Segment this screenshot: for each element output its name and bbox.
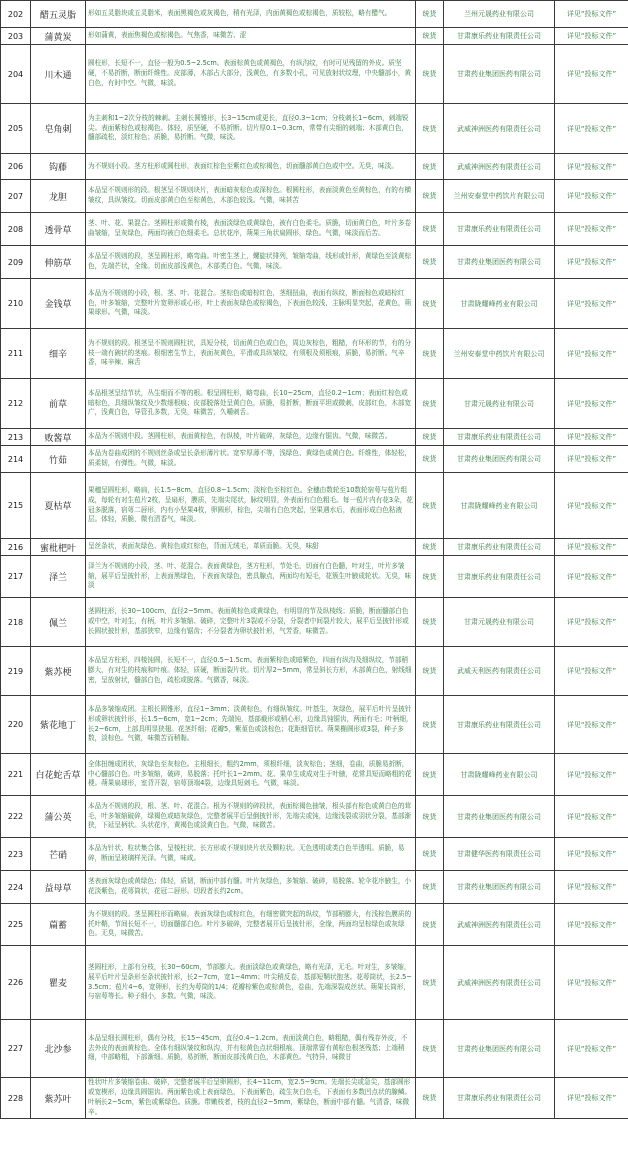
- herb-description: 为不规则的段。根茎呈不规则圆柱状，具短分枝，切面黄白色或白色，周边灰棕色，粗糙，有环形的节，有的分枝一端有碗状的茎痕。根细密生节上，表面灰黄色，平滑或具纵皱纹，有须根及须根痕，质脆，易折断。气辛香，味辛辣、麻舌: [86, 329, 416, 379]
- bid-note: 详见“投标文件”: [555, 1020, 628, 1078]
- supplier-company: 甘肃陇耀峰药业有限公司: [444, 279, 555, 329]
- herb-name: 蒲黄炭: [31, 28, 86, 45]
- herb-description: 本品呈细长圆柱形，偶有分枝，长15~45cm，直径0.4~1.2cm。表面淡黄白色，略粗糙，偶有残存外皮，不去外皮的表面黄棕色。全体有细纵皱纹和纵沟，并有棕黄色点状细根痕。顶端常留有黄棕色根茎残基；上端稍细，中部略粗，下部渐细。质脆，易折断，断面皮部浅黄白色，木部黄色。气特异，味微甘: [86, 1020, 416, 1078]
- bid-note: 详见“投标文件”: [555, 379, 628, 429]
- table-row: [1, 279, 628, 329]
- row-number: 215: [1, 473, 31, 539]
- table-row: [1, 946, 628, 1020]
- table-row: [1, 556, 628, 598]
- herb-description: 本品呈方柱形，四棱钝圆，长短不一，直径0.5~1.5cm。表面紫棕色或暗紫色，四面有纵沟及细纵纹，节部稍膨大，有对生的枝痕和叶痕。体轻，质硬，断面裂片状。切片厚2~5mm，常呈斜长方形，木部黄白色，射线细密，呈放射状，髓部白色，疏松或脱落。气微香，味淡。: [86, 647, 416, 696]
- supplier-company: 甘肃健华医药有限责任公司: [444, 838, 555, 871]
- herb-description: 本品为卷曲成团的不规则丝条或呈长条形薄片状。宽窄厚薄不等，浅绿色、黄绿色或黄白色。纤维性，体轻松，质柔韧，有弹性。气微，味淡。: [86, 446, 416, 473]
- supplier-company: 甘肃药业集团医药有限公司: [444, 796, 555, 838]
- supplier-company: 甘肃元晟药业有限公司: [444, 598, 555, 647]
- table-row: [1, 45, 628, 104]
- supply-mode: 统货: [416, 946, 444, 1020]
- herb-name: 川木通: [31, 45, 86, 104]
- bid-note: 详见“投标文件”: [555, 904, 628, 946]
- bid-note: 详见“投标文件”: [555, 45, 628, 104]
- herb-name: 泽兰: [31, 556, 86, 598]
- row-number: 204: [1, 45, 31, 104]
- row-number: 221: [1, 754, 31, 796]
- herb-name: 透骨草: [31, 213, 86, 246]
- row-number: 202: [1, 1, 31, 28]
- supply-mode: 统货: [416, 1078, 444, 1119]
- supply-mode: 统货: [416, 871, 444, 904]
- bid-note: 详见“投标文件”: [555, 1, 628, 28]
- row-number: 206: [1, 154, 31, 180]
- supplier-company: 甘肃康乐药业有限责任公司: [444, 429, 555, 446]
- table-row: [1, 28, 628, 45]
- row-number: 211: [1, 329, 31, 379]
- row-number: 210: [1, 279, 31, 329]
- row-number: 205: [1, 104, 31, 154]
- supplier-company: 武威天利医药有限责任公司: [444, 647, 555, 696]
- row-number: 216: [1, 539, 31, 556]
- supplier-company: 甘肃康乐药业有限责任公司: [444, 556, 555, 598]
- table-row: [1, 379, 628, 429]
- table-row: [1, 754, 628, 796]
- row-number: 226: [1, 946, 31, 1020]
- bid-note: 详见“投标文件”: [555, 180, 628, 213]
- supply-mode: 统货: [416, 446, 444, 473]
- supply-mode: 统货: [416, 246, 444, 279]
- herb-description: 本品呈不规则的段，茎呈圆柱形，略弯曲。叶密生茎上，螺旋状排列，皱缩弯曲，线形或针形，黄绿色至淡黄棕色，先端芒状，全缘。切面皮部浅黄色，木部类白色。气微，味淡。: [86, 246, 416, 279]
- supplier-company: 甘肃康乐药业有限责任公司: [444, 539, 555, 556]
- herb-description: 本品呈不规则形的段。根茎呈不规则块片，表面暗灰棕色或深棕色。根圆柱形，表面淡黄色至黄棕色，有的有横皱纹，具纵皱纹。切面皮部黄白色至棕黄色，木部色较浅。气微，味甚苦: [86, 180, 416, 213]
- row-number: 212: [1, 379, 31, 429]
- bid-note: 详见“投标文件”: [555, 154, 628, 180]
- herb-description: 本品为不规则中段。茎圆柱形，表面黄棕色，有纵棱，叶片破碎，灰绿色，边缘有锯齿。气微，味微苦。: [86, 429, 416, 446]
- supplier-company: 甘肃元晟药业有限公司: [444, 379, 555, 429]
- bid-note: 详见“投标文件”: [555, 871, 628, 904]
- bid-note: 详见“投标文件”: [555, 213, 628, 246]
- supply-mode: 统货: [416, 904, 444, 946]
- table-row: [1, 329, 628, 379]
- supplier-company: 甘肃康乐药业有限责任公司: [444, 213, 555, 246]
- row-number: 213: [1, 429, 31, 446]
- bid-note: 详见“投标文件”: [555, 539, 628, 556]
- supplier-company: 甘肃康乐药业有限责任公司: [444, 28, 555, 45]
- herb-name: 前草: [31, 379, 86, 429]
- bid-note: 详见“投标文件”: [555, 598, 628, 647]
- table-body: [1, 1, 628, 1119]
- table-row: [1, 213, 628, 246]
- table-row: [1, 647, 628, 696]
- herb-description: 形如五灵脂块或五灵脂米，表面黑褐色或灰褐色，稍有光泽，内面黄褐色或棕褐色，质较松，略有醋气。: [86, 1, 416, 28]
- bid-note: 详见“投标文件”: [555, 838, 628, 871]
- herb-name: 竹茹: [31, 446, 86, 473]
- table-row: [1, 904, 628, 946]
- row-number: 208: [1, 213, 31, 246]
- bid-note: 详见“投标文件”: [555, 796, 628, 838]
- supply-mode: 统货: [416, 28, 444, 45]
- supplier-company: 甘肃药业集团医药有限公司: [444, 246, 555, 279]
- herb-name: 蒲公英: [31, 796, 86, 838]
- supply-mode: 统货: [416, 213, 444, 246]
- table-row: [1, 539, 628, 556]
- row-number: 207: [1, 180, 31, 213]
- supplier-company: 武威神洲医药有限责任公司: [444, 904, 555, 946]
- bid-note: 详见“投标文件”: [555, 429, 628, 446]
- supplier-company: 甘肃康乐药业有限责任公司: [444, 696, 555, 754]
- herb-name: 细辛: [31, 329, 86, 379]
- row-number: 227: [1, 1020, 31, 1078]
- herb-name: 萹蓄: [31, 904, 86, 946]
- supplier-company: 甘肃药业集团医药有限公司: [444, 871, 555, 904]
- bid-note: 详见“投标文件”: [555, 473, 628, 539]
- supply-mode: 统货: [416, 154, 444, 180]
- herb-description: 为主刺和1~2次分枝的棘刺。主刺长圆锥形，长3~15cm或更长，直径0.3~1cm；分枝刺长1~6cm，刺端锐尖。表面紫棕色或棕褐色。体轻，质坚硬，不易折断。切片厚0.1~0.3cm，常带有尖细的刺端；木部黄白色，髓部疏松，淡红棕色；质脆，易折断。气微，味淡。: [86, 104, 416, 154]
- supplier-company: 甘肃陇耀峰药业有限公司: [444, 473, 555, 539]
- row-number: 224: [1, 871, 31, 904]
- herb-name: 益母草: [31, 871, 86, 904]
- table-row: [1, 154, 628, 180]
- herb-description: 泽兰为不规则的小段，茎、叶、花混合。表面黄绿色，茎方柱形，节处毛，切面有白色髓，叶对生，叶片多皱缩，展平后呈披针形，上表面黑绿色，下表面灰绿色，密具腺点，两面均有短毛，花簇生叶腋成轮状。无臭，味淡: [86, 556, 416, 598]
- bid-note: 详见“投标文件”: [555, 946, 628, 1020]
- table-row: [1, 1078, 628, 1119]
- herb-description: 性状叶片多皱缩卷曲、破碎，完整者展平后呈卵圆形，长4~11cm，宽2.5~9cm。先端长尖或急尖，基部圆形或宽楔形，边缘具圆锯齿。两面紫色或上表面绿色，下表面紫色，疏生灰白色毛，下表面有多数凹点状的腺鳞。叶柄长2~5cm，紫色或紫绿色。质脆。带嫩枝者，枝的直径2~5mm，紫绿色，断面中部有髓。气清香，味微辛。: [86, 1078, 416, 1119]
- herb-name: 北沙参: [31, 1020, 86, 1078]
- herb-description: 茎圆柱形，上部有分枝，长30~60cm，节部膨大。表面淡绿色或黄绿色，略有光泽，无毛。叶对生，多皱缩，展平后叶片呈条形至条状披针形，长2~7cm，宽1~4mm；叶尖稍反卷，基部短鞘状抱茎。花萼筒状，长2.5~3.5cm；苞片4~6，宽卵形，长约为萼筒的1/4；花瓣棕紫色或棕黄色，卷曲，先端深裂成丝状。蒴果长筒形，与宿萼等长。种子细小，多数。气微，味淡。: [86, 946, 416, 1020]
- supply-mode: 统货: [416, 556, 444, 598]
- supply-mode: 统货: [416, 429, 444, 446]
- row-number: 225: [1, 904, 31, 946]
- table-row: [1, 696, 628, 754]
- herb-name: 紫苏梗: [31, 647, 86, 696]
- bid-note: 详见“投标文件”: [555, 329, 628, 379]
- herb-name: 皂角刺: [31, 104, 86, 154]
- herb-description: 本品根茎呈结节状，丛生细而不等的根。根呈圆柱形，略弯曲，长10~25cm，直径0.2~1cm；表面红棕色或暗棕色，具细纵皱纹及少数细根痕；皮部脱落处呈黄白色，质脆，易折断，断面平坦或微刺，皮部红色，木部宽广，浅黄白色，导管孔多数，无臭，味微苦，久嚼刺舌。: [86, 379, 416, 429]
- table-row: [1, 1020, 628, 1078]
- herb-description: 形如蒲黄，表面焦褐色或棕褐色。气焦香，味微苦、涩: [86, 28, 416, 45]
- row-number: 220: [1, 696, 31, 754]
- table-row: [1, 871, 628, 904]
- herb-name: 蜜枇杷叶: [31, 539, 86, 556]
- supplier-company: 武威神洲医药有限责任公司: [444, 154, 555, 180]
- row-number: 209: [1, 246, 31, 279]
- table-row: [1, 429, 628, 446]
- herb-name: 醋五灵脂: [31, 1, 86, 28]
- bid-note: 详见“投标文件”: [555, 754, 628, 796]
- row-number: 223: [1, 838, 31, 871]
- supply-mode: 统货: [416, 796, 444, 838]
- supply-mode: 统货: [416, 279, 444, 329]
- herb-description: 茎表面灰绿色或黄绿色；体轻，质韧，断面中部有髓。叶片灰绿色，多皱缩、破碎，易脱落。轮伞花序腋生，小花淡紫色，花萼筒状，花冠二唇形。切段者长约2cm。: [86, 871, 416, 904]
- supplier-company: 兰州元晟药业有限公司: [444, 1, 555, 28]
- table-row: [1, 473, 628, 539]
- supply-mode: 统货: [416, 838, 444, 871]
- supplier-company: 甘肃药业集团医药有限公司: [444, 1020, 555, 1078]
- herb-description: 本品多皱缩成团。主根长圆锥形，直径1~3mm；淡黄棕色，有细纵皱纹。叶基生，灰绿色，展平后叶片呈披针形或卵状披针形，长1.5~6cm，宽1~2cm；先端钝，基部截形或稍心形，边缘具钝锯齿，两面有毛；叶柄细，长2~6cm，上部具明显狭翅。花茎纤细；花瓣5，紫堇色或淡棕色；花距细管状。蒴果椭圆形或3裂，种子多数，淡棕色。气微，味微苦而稍黏。: [86, 696, 416, 754]
- supplier-company: 武威神洲医药有限责任公司: [444, 104, 555, 154]
- herb-description: 本品为针状、粒状集合体，呈棱柱状、长方形或不规则块片状及颗粒状。无色透明或类白色半透明。质脆，易碎，断面呈玻璃样光泽。气微，味咸。: [86, 838, 416, 871]
- row-number: 218: [1, 598, 31, 647]
- table-row: [1, 104, 628, 154]
- row-number: 228: [1, 1078, 31, 1119]
- herb-name: 败酱草: [31, 429, 86, 446]
- bid-note: 详见“投标文件”: [555, 1078, 628, 1119]
- herb-description: 本品为不规则的小段，根、茎、叶、花混合。茎棕色或暗棕红色，茎细扭曲，表面有纵纹，断面棕色或暗棕红色，叶多皱缩，完整叶片宽卵形或心形，叶上表面灰绿色或棕褐色，下表面色较浅，主脉明显突起，花黄色，蒴果球形。气微，味淡。: [86, 279, 416, 329]
- herb-name: 芒硝: [31, 838, 86, 871]
- supply-mode: 统货: [416, 180, 444, 213]
- herb-description: 果穗呈圆柱形，略扁，长1.5~8cm，直径0.8~1.5cm；淡棕色至棕红色。全穗由数轮至10数轮宿萼与苞片组成，每轮有对生苞片2枚，呈扇形，膜质，先端尖尾状，脉纹明显，外表面有白色粗毛。每一苞片内有花3朵，花冠多脱落，宿萼二唇形，内有小坚果4枚，卵圆形，棕色，尖端有白色突起，坚果遇水后，表面形成白色粘液层。体轻，质脆，微有清香气，味淡。: [86, 473, 416, 539]
- bid-note: 详见“投标文件”: [555, 556, 628, 598]
- supply-mode: 统货: [416, 647, 444, 696]
- supplier-company: 兰州安泰堂中药饮片有限公司: [444, 180, 555, 213]
- herb-description: 茎、叶、花、果混合。茎圆柱形或微有棱，表面淡绿色或黄绿色，被有白色柔毛。质脆，切面黄白色，叶片多卷曲皱缩，呈灰绿色，两面均被白色细柔毛。总状花序，蒴果三角状扁圆形，绿色。气微，味淡而后苦。: [86, 213, 416, 246]
- supply-mode: 统货: [416, 598, 444, 647]
- herb-name: 金钱草: [31, 279, 86, 329]
- row-number: 203: [1, 28, 31, 45]
- supply-mode: 统货: [416, 1020, 444, 1078]
- table-row: [1, 1, 628, 28]
- table-row: [1, 598, 628, 647]
- supply-mode: 统货: [416, 696, 444, 754]
- herb-description: 圆柱形，长短不一，直径一般为0.5~2.5cm。表面棕黄色或黄褐色，有纵沟纹，有时可见残留的外皮。质坚硬，不易折断，断面纤维性。皮部薄，木部占大部分，浅黄色，有多数小孔，可见放射状纹理，中央髓部小，黄白色，有时中空。气微，味淡。: [86, 45, 416, 104]
- row-number: 219: [1, 647, 31, 696]
- bid-note: 详见“投标文件”: [555, 28, 628, 45]
- bid-note: 详见“投标文件”: [555, 696, 628, 754]
- herb-name: 龙胆: [31, 180, 86, 213]
- row-number: 217: [1, 556, 31, 598]
- herb-description: 呈丝条状，表面灰绿色、黄棕色或红棕色，背面无绒毛，革质而脆。无臭，味甜: [86, 539, 416, 556]
- herb-description: 为不规则的段。茎呈圆柱形而略扁，表面灰绿色或棕红色，有细密微突起的纵纹，节部稍膨大，有浅棕色膜质的托叶鞘，节间长短不一，切面髓部白色。叶片多破碎，完整者展开后呈披针形，全缘，两面均呈棕绿色或灰绿色。无臭，味微苦。: [86, 904, 416, 946]
- herb-name: 佩兰: [31, 598, 86, 647]
- herb-name: 白花蛇舌草: [31, 754, 86, 796]
- herb-description: 为不规则小段。茎方柱形或圆柱形，表面红棕色至紫红色或棕褐色，切面髓部黄白色或中空。无臭，味淡。: [86, 154, 416, 180]
- supplier-company: 甘肃药业集团医药有限公司: [444, 45, 555, 104]
- supplier-company: 甘肃陇耀峰药业有限公司: [444, 754, 555, 796]
- bid-note: 详见“投标文件”: [555, 104, 628, 154]
- supplier-company: 甘肃药业集团医药有限公司: [444, 446, 555, 473]
- herb-name: 紫苏叶: [31, 1078, 86, 1119]
- table-row: [1, 796, 628, 838]
- bid-note: 详见“投标文件”: [555, 647, 628, 696]
- supply-mode: 统货: [416, 329, 444, 379]
- herb-name: 瞿麦: [31, 946, 86, 1020]
- herb-description: 本品为不规则的段，根、茎、叶、花混合。根为不规则的碎段状，表面棕褐色抽皱，根头部有棕色或黄白色的茸毛，叶多皱缩破碎，绿褐色或暗灰绿色，完整者展平后呈倒披针形，先端尖或钝，边缘浅裂或羽状分裂，基部渐狭，下延呈柄状。头状花序，黄褐色或淡黄白色。气微，味微苦。: [86, 796, 416, 838]
- supply-mode: 统货: [416, 539, 444, 556]
- supplier-company: 甘肃康乐药业有限责任公司: [444, 1078, 555, 1119]
- supplier-company: 武威神洲医药有限责任公司: [444, 946, 555, 1020]
- bid-note: 详见“投标文件”: [555, 246, 628, 279]
- row-number: 222: [1, 796, 31, 838]
- bid-note: 详见“投标文件”: [555, 279, 628, 329]
- table-row: [1, 180, 628, 213]
- herb-name: 夏枯草: [31, 473, 86, 539]
- table-row: [1, 246, 628, 279]
- supply-mode: 统货: [416, 473, 444, 539]
- supplier-company: 兰州安泰堂中药饮片有限公司: [444, 329, 555, 379]
- supply-mode: 统货: [416, 379, 444, 429]
- table-row: [1, 838, 628, 871]
- herb-name: 钩藤: [31, 154, 86, 180]
- herb-description: 全体扭缠成团状，灰绿色至灰棕色。主根细长，粗约2mm，须根纤细，淡灰棕色；茎细，卷曲，质脆易折断，中心髓部白色。叶多皱缩，破碎，易脱落；托叶长1~2mm。花、果单生或成对生于叶腋，花常具短而略粗的花梗。蒴果扁球形，室背开裂，宿萼顶端4裂，边缘具短刺毛。气微，味淡。: [86, 754, 416, 796]
- herb-name: 紫花地丁: [31, 696, 86, 754]
- herb-name: 伸筋草: [31, 246, 86, 279]
- supply-mode: 统货: [416, 1, 444, 28]
- supply-mode: 统货: [416, 754, 444, 796]
- table-row: [1, 446, 628, 473]
- supply-mode: 统货: [416, 104, 444, 154]
- herb-description: 茎圆柱形，长30~100cm，直径2~5mm。表面黄棕色或黄绿色，有明显的节及纵棱线；质脆，断面髓部白色或中空，叶对生，有柄，叶片多皱缩、破碎，完整叶片3裂或不分裂，分裂者中间裂片较大，展平后呈披针形或长圆状披针形，基部狭窄，边缘有锯齿；不分裂者为卵状披针形，气芳香，味微苦。: [86, 598, 416, 647]
- bid-note: 详见“投标文件”: [555, 446, 628, 473]
- row-number: 214: [1, 446, 31, 473]
- supply-mode: 统货: [416, 45, 444, 104]
